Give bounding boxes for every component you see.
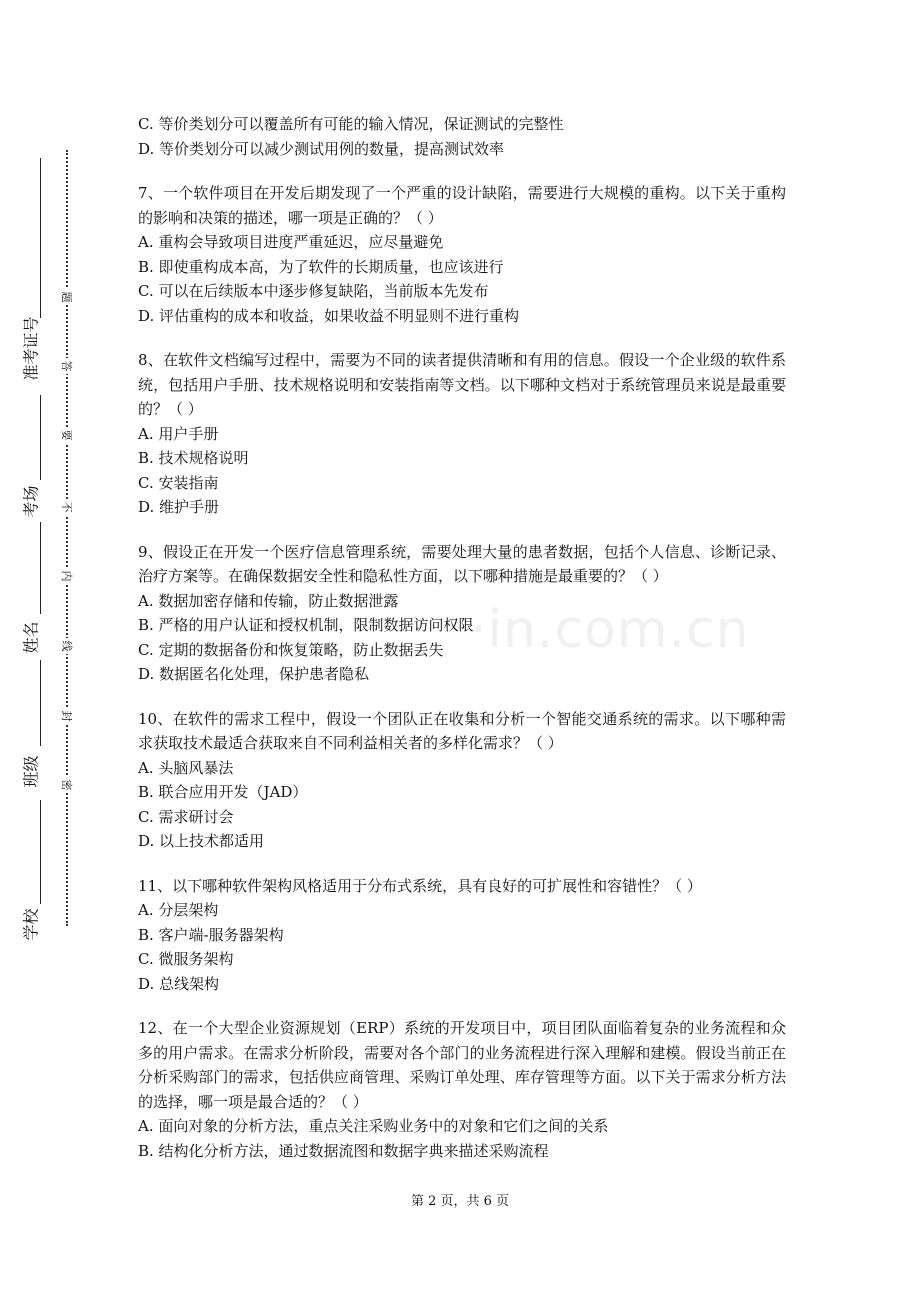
option: D. 等价类划分可以减少测试用例的数量，提高测试效率 — [138, 139, 505, 158]
question-9 — [138, 540, 786, 687]
question-10 — [138, 707, 786, 854]
option: B. 技术规格说明 — [138, 449, 249, 467]
exam-room-line — [40, 395, 41, 480]
seal-char-nei: 内 — [57, 568, 75, 584]
question-list — [138, 112, 786, 1183]
school-line — [40, 800, 41, 904]
question-stem: 9、假设正在开发一个医疗信息管理系统，需要处理大量的患者数据，包括个人信息、诊断记录、治疗方案等。在确保数据安全性和隐私性方面，以下哪种措施是最重要的？（ ） — [138, 542, 786, 585]
question-stem: 12、在一个大型企业资源规划（ERP）系统的开发项目中，项目团队面临着复杂的业务流程和众多的用户需求。在需求分析阶段，需要对各个部门的业务流程进行深入理解和建模。假设当前正在分析采购部门的需求，包括供应商管理、采购订单处理、库存管理等方面。以下关于需求分析方法的选择，哪一项是最合适的？（ ） — [138, 1019, 786, 1111]
option: D. 数据匿名化处理，保护患者隐私 — [138, 665, 370, 683]
option: A. 头脑风暴法 — [138, 758, 234, 777]
option: B. 客户端-服务器架构 — [138, 925, 284, 944]
name-label: 姓名 — [21, 621, 41, 654]
option: D. 总线架构 — [138, 974, 220, 993]
question-stem: 8、在软件文档编写过程中，需要为不同的读者提供清晰和有用的信息。假设一个企业级的软件系统，包括用户手册、技术规格说明和安装指南等文档。以下哪种文档对于系统管理员来说是最重要的？（ ） — [138, 351, 786, 418]
seal-char-yao: 要 — [57, 427, 75, 443]
option: A. 重构会导致项目进度严重延迟，应尽量避免 — [138, 233, 444, 251]
option: C. 可以在后续版本中逐步修复缺陷，当前版本先发布 — [138, 282, 489, 300]
option: C. 微服务架构 — [138, 950, 234, 968]
option: B. 即使重构成本高，为了软件的长期质量，也应该进行 — [138, 257, 504, 276]
watermark: ·in.com.cn — [470, 600, 750, 660]
class-label: 班级 — [21, 755, 41, 788]
question-12 — [138, 1016, 786, 1163]
exam-number-line — [40, 158, 41, 318]
option: A. 面向对象的分析方法，重点关注采购业务中的对象和它们之间的关系 — [138, 1117, 609, 1135]
option: A. 分层架构 — [138, 901, 219, 919]
option: C. 安装指南 — [138, 473, 219, 492]
option: A. 数据加密存储和传输，防止数据泄露 — [138, 591, 399, 610]
page-footer: 第 2 页，共 6 页 — [410, 1194, 510, 1209]
question-7 — [138, 181, 786, 328]
seal-char-ti: 题 — [57, 289, 75, 305]
school-label: 学校 — [21, 908, 41, 941]
question-stem: 10、在软件的需求工程中，假设一个团队正在收集和分析一个智能交通系统的需求。以下哪种需求获取技术最适合获取来自不同利益相关者的多样化需求？（ ） — [138, 709, 786, 752]
option: C. 等价类划分可以覆盖所有可能的输入情况，保证测试的完整性 — [138, 115, 564, 133]
question-stem: 7、一个软件项目在开发后期发现了一个严重的设计缺陷，需要进行大规模的重构。以下关于重构的影响和决策的描述，哪一项是正确的？（ ） — [138, 184, 786, 227]
option: C. 定期的数据备份和恢复策略，防止数据丢失 — [138, 640, 444, 659]
question-8 — [138, 348, 786, 520]
option: D. 以上技术都适用 — [138, 832, 265, 850]
seal-char-da: 答 — [57, 358, 75, 374]
question-stem: 11、以下哪种软件架构风格适用于分布式系统，具有良好的可扩展性和容错性？（ ） — [138, 876, 702, 895]
question-11 — [138, 874, 786, 997]
option: D. 评估重构的成本和收益，如果收益不明显则不进行重构 — [138, 306, 520, 325]
option: D. 维护手册 — [138, 498, 220, 516]
option: B. 结构化分析方法，通过数据流图和数据字典来描述采购流程 — [138, 1141, 549, 1160]
option: C. 需求研讨会 — [138, 807, 234, 826]
question-6-continued — [138, 112, 786, 161]
seal-char-xian: 线 — [57, 638, 75, 654]
seal-char-mi: 密 — [57, 777, 75, 793]
exam-number-label: 准考证号 — [21, 316, 41, 381]
name-line — [40, 522, 41, 614]
option: B. 严格的用户认证和授权机制，限制数据访问权限 — [138, 616, 474, 634]
option: A. 用户手册 — [138, 424, 219, 443]
seal-char-bu: 不 — [57, 499, 75, 515]
exam-room-label: 考场 — [21, 485, 41, 518]
class-line — [40, 660, 41, 746]
seal-char-feng: 封 — [57, 708, 75, 724]
option: B. 联合应用开发（JAD） — [138, 783, 308, 801]
seal-dotted-line — [66, 150, 68, 926]
